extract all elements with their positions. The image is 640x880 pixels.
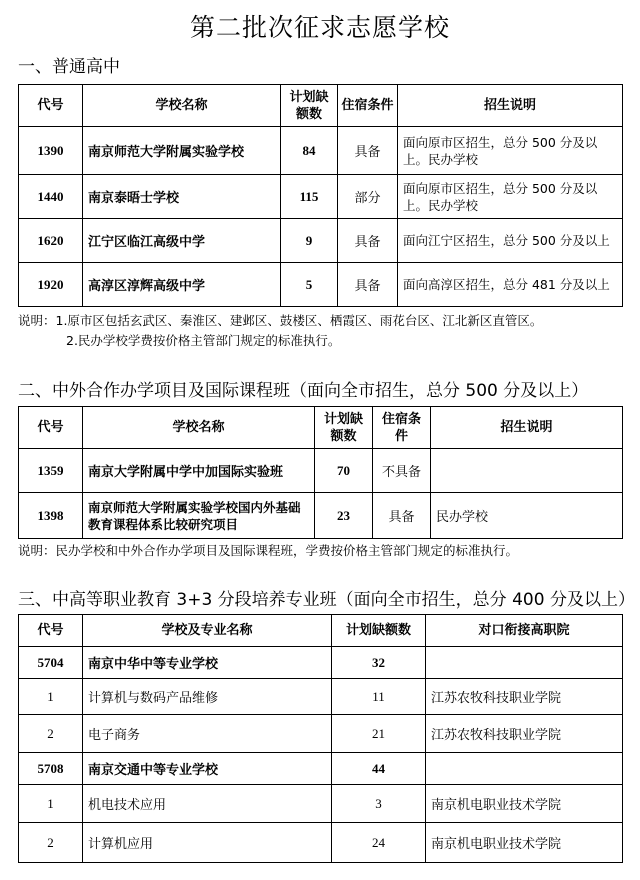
- cell-name: 机电技术应用: [83, 785, 332, 823]
- cell-code: 2: [19, 823, 83, 863]
- cell-note: 面向高淳区招生，总分 481 分及以上: [398, 263, 623, 307]
- header-note: 招生说明: [398, 85, 623, 127]
- header-code: 代号: [19, 407, 83, 449]
- cell-name: 南京师范大学附属实验学校国内外基础教育课程体系比较研究项目: [83, 493, 315, 539]
- cell-quota: 3: [332, 785, 426, 823]
- header-code: 代号: [19, 85, 83, 127]
- cell-name: 江宁区临江高级中学: [83, 219, 281, 263]
- cell-code: 1: [19, 679, 83, 715]
- cell-quota: 70: [315, 449, 373, 493]
- cell-code: 1: [19, 785, 83, 823]
- cell-name: 计算机应用: [83, 823, 332, 863]
- cell-name: 南京大学附属中学中加国际实验班: [83, 449, 315, 493]
- cell-college: [426, 753, 623, 785]
- cell-college: 江苏农牧科技职业学院: [426, 715, 623, 753]
- table-row: [19, 449, 623, 493]
- table-row: [19, 127, 623, 175]
- header-quota: 计划缺额数: [315, 407, 373, 449]
- table-row: [19, 175, 623, 219]
- cell-name: 南京师范大学附属实验学校: [83, 127, 281, 175]
- header-quota: 计划缺额数: [332, 615, 426, 647]
- table-row: [19, 715, 623, 753]
- table-row: [19, 823, 623, 863]
- section-2-heading: 二、中外合作办学项目及国际课程班（面向全市招生，总分 500 分及以上）: [18, 381, 589, 401]
- cell-name: 南京交通中等专业学校: [83, 753, 332, 785]
- header-name: 学校名称: [83, 85, 281, 127]
- table-row: [19, 263, 623, 307]
- cell-code: 5708: [19, 753, 83, 785]
- cell-college: [426, 647, 623, 679]
- cell-note: 面向原市区招生，总分 500 分及以上。民办学校: [398, 127, 623, 175]
- cell-lodging: 具备: [338, 263, 398, 307]
- table-header-row: [19, 407, 623, 449]
- footnote: 说明：民办学校和中外合作办学项目及国际课程班，学费按价格主管部门规定的标准执行。: [18, 543, 519, 558]
- cell-lodging: 具备: [373, 493, 431, 539]
- cell-note: 面向原市区招生，总分 500 分及以上。民办学校: [398, 175, 623, 219]
- footnote: 2.民办学校学费按价格主管部门规定的标准执行。: [66, 333, 341, 348]
- cell-quota: 32: [332, 647, 426, 679]
- cell-code: 1398: [19, 493, 83, 539]
- header-lodging: 住宿条件: [338, 85, 398, 127]
- cell-name: 南京泰晤士学校: [83, 175, 281, 219]
- table-row: [19, 679, 623, 715]
- cell-note: 面向江宁区招生，总分 500 分及以上: [398, 219, 623, 263]
- cell-lodging: 具备: [338, 219, 398, 263]
- cell-name: 计算机与数码产品维修: [83, 679, 332, 715]
- cell-code: 1359: [19, 449, 83, 493]
- cell-quota: 115: [281, 175, 338, 219]
- cell-quota: 5: [281, 263, 338, 307]
- cell-name: 高淳区淳辉高级中学: [83, 263, 281, 307]
- cell-code: 1440: [19, 175, 83, 219]
- cell-note: [431, 449, 623, 493]
- header-name: 学校及专业名称: [83, 615, 332, 647]
- section-3-heading: 三、中高等职业教育 3+3 分段培养专业班（面向全市招生，总分 400 分及以上）: [18, 590, 635, 610]
- table-row: [19, 493, 623, 539]
- footnote: 说明：1.原市区包括玄武区、秦淮区、建邺区、鼓楼区、栖霞区、雨花台区、江北新区直管区。: [18, 313, 543, 328]
- cell-lodging: 部分: [338, 175, 398, 219]
- cell-quota: 24: [332, 823, 426, 863]
- header-name: 学校名称: [83, 407, 315, 449]
- cell-note: 民办学校: [431, 493, 623, 539]
- cell-college: 江苏农牧科技职业学院: [426, 679, 623, 715]
- header-quota: 计划缺额数: [281, 85, 338, 127]
- table-row-school: [19, 753, 623, 785]
- cell-quota: 84: [281, 127, 338, 175]
- cell-code: 1390: [19, 127, 83, 175]
- cell-lodging: 具备: [338, 127, 398, 175]
- cell-college: 南京机电职业技术学院: [426, 823, 623, 863]
- header-college: 对口衔接高职院: [426, 615, 623, 647]
- cell-code: 1620: [19, 219, 83, 263]
- cell-name: 电子商务: [83, 715, 332, 753]
- section-3-table: [18, 614, 623, 863]
- table-row-school: [19, 647, 623, 679]
- cell-quota: 9: [281, 219, 338, 263]
- cell-lodging: 不具备: [373, 449, 431, 493]
- header-lodging: 住宿条件: [373, 407, 431, 449]
- table-header-row: [19, 615, 623, 647]
- cell-code: 1920: [19, 263, 83, 307]
- table-row: [19, 785, 623, 823]
- cell-college: 南京机电职业技术学院: [426, 785, 623, 823]
- cell-code: 5704: [19, 647, 83, 679]
- cell-code: 2: [19, 715, 83, 753]
- table-header-row: [19, 85, 623, 127]
- cell-quota: 11: [332, 679, 426, 715]
- section-1-table: [18, 84, 623, 307]
- section-1-heading: 一、普通高中: [18, 57, 120, 77]
- cell-quota: 44: [332, 753, 426, 785]
- page-title: 第二批次征求志愿学校: [189, 13, 450, 42]
- header-code: 代号: [19, 615, 83, 647]
- cell-quota: 21: [332, 715, 426, 753]
- cell-quota: 23: [315, 493, 373, 539]
- cell-name: 南京中华中等专业学校: [83, 647, 332, 679]
- table-row: [19, 219, 623, 263]
- header-note: 招生说明: [431, 407, 623, 449]
- section-2-table: [18, 406, 623, 539]
